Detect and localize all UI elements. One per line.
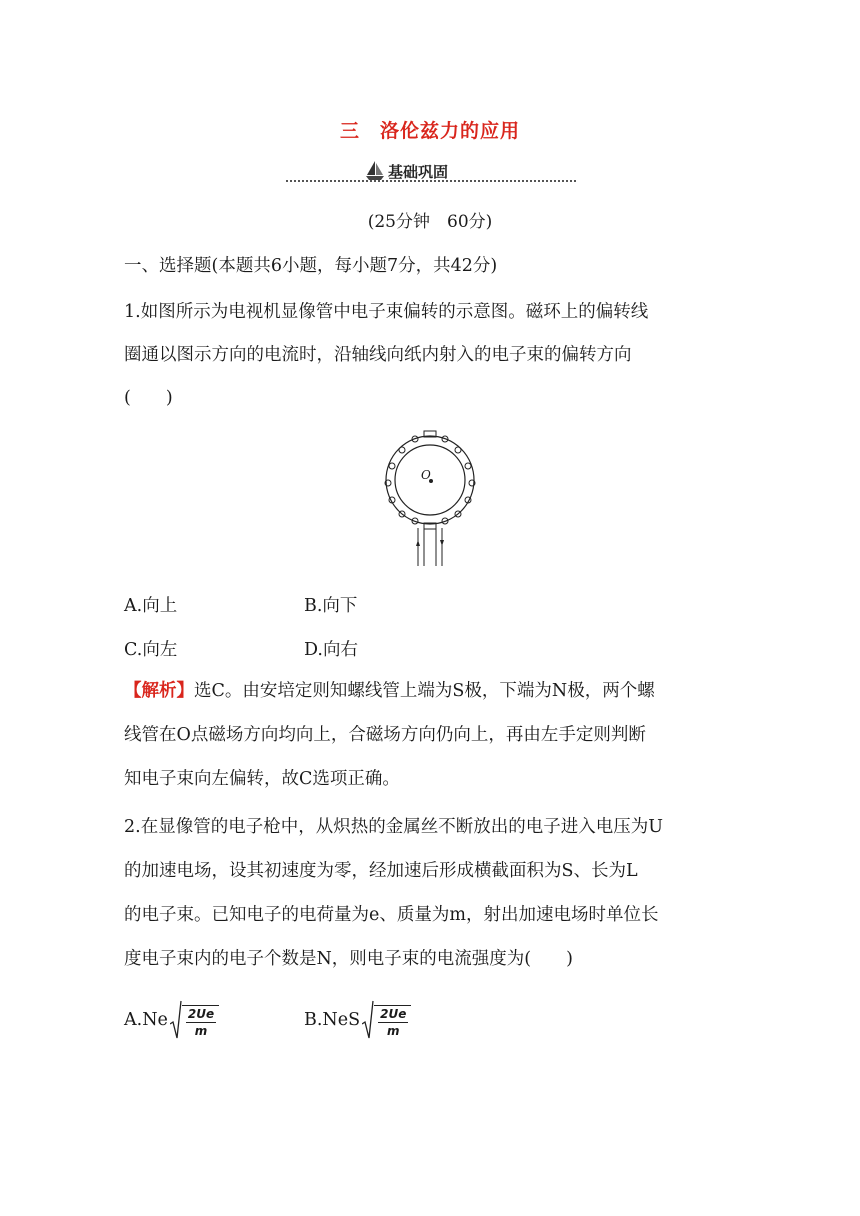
analysis-text: 选C。由安培定则知螺线管上端为S极，下端为N极，两个螺 [194,681,655,701]
q2-option-b [304,1000,411,1040]
q1-line-1: 1.如图所示为电视机显像管中电子束偏转的示意图。磁环上的偏转线 [124,302,649,322]
section-badge [286,160,576,184]
numerator: 2Ue [187,1006,215,1021]
q1-analysis-line-1 [124,680,744,702]
denominator: m [194,1023,208,1038]
q1-line-3: ( ) [124,388,173,408]
option-prefix: A.Ne [124,1010,168,1030]
q2-line-4: 度电子束内的电子个数是N，则电子束的电流强度为( ) [124,949,573,969]
deflection-coil-figure [380,428,480,568]
q1-option-a: A.向上 [124,596,178,616]
figure-label-o: O [421,468,431,482]
section-heading: 一、选择题(本题共6小题，每小题7分，共42分) [124,256,498,276]
sqrt-symbol [170,1000,219,1040]
q2-option-a [124,1000,219,1040]
q1-analysis-line-2: 线管在O点磁场方向均向上，合磁场方向仍向上，再由左手定则判断 [124,725,646,745]
q1-analysis-line-3: 知电子束向左偏转，故C选项正确。 [124,769,400,789]
time-info: (25分钟 60分) [367,212,493,232]
fraction [182,1005,219,1038]
q1-option-c: C.向左 [124,640,178,660]
option-prefix: B.NeS [304,1010,361,1030]
q1-line-2: 圈通以图示方向的电流时，沿轴线向纸内射入的电子束的偏转方向 [124,345,632,365]
q2-line-3: 的电子束。已知电子的电荷量为e、质量为m，射出加速电场时单位长 [124,905,659,925]
numerator: 2Ue [380,1006,407,1021]
q1-option-b: B.向下 [304,596,358,616]
sailboat-icon [364,160,386,182]
sqrt-symbol [362,1000,411,1040]
section-label: 基础巩固 [388,163,449,181]
q2-line-1: 2.在显像管的电子枪中，从炽热的金属丝不断放出的电子进入电压为U [124,817,663,837]
analysis-tag: 【解析】 [124,681,194,701]
fraction [374,1005,411,1038]
q2-line-2: 的加速电场，设其初速度为零，经加速后形成横截面积为S、长为L [124,861,638,881]
page-title: 三 洛伦兹力的应用 [339,120,520,142]
q1-option-d: D.向右 [304,640,358,660]
denominator: m [386,1023,400,1038]
